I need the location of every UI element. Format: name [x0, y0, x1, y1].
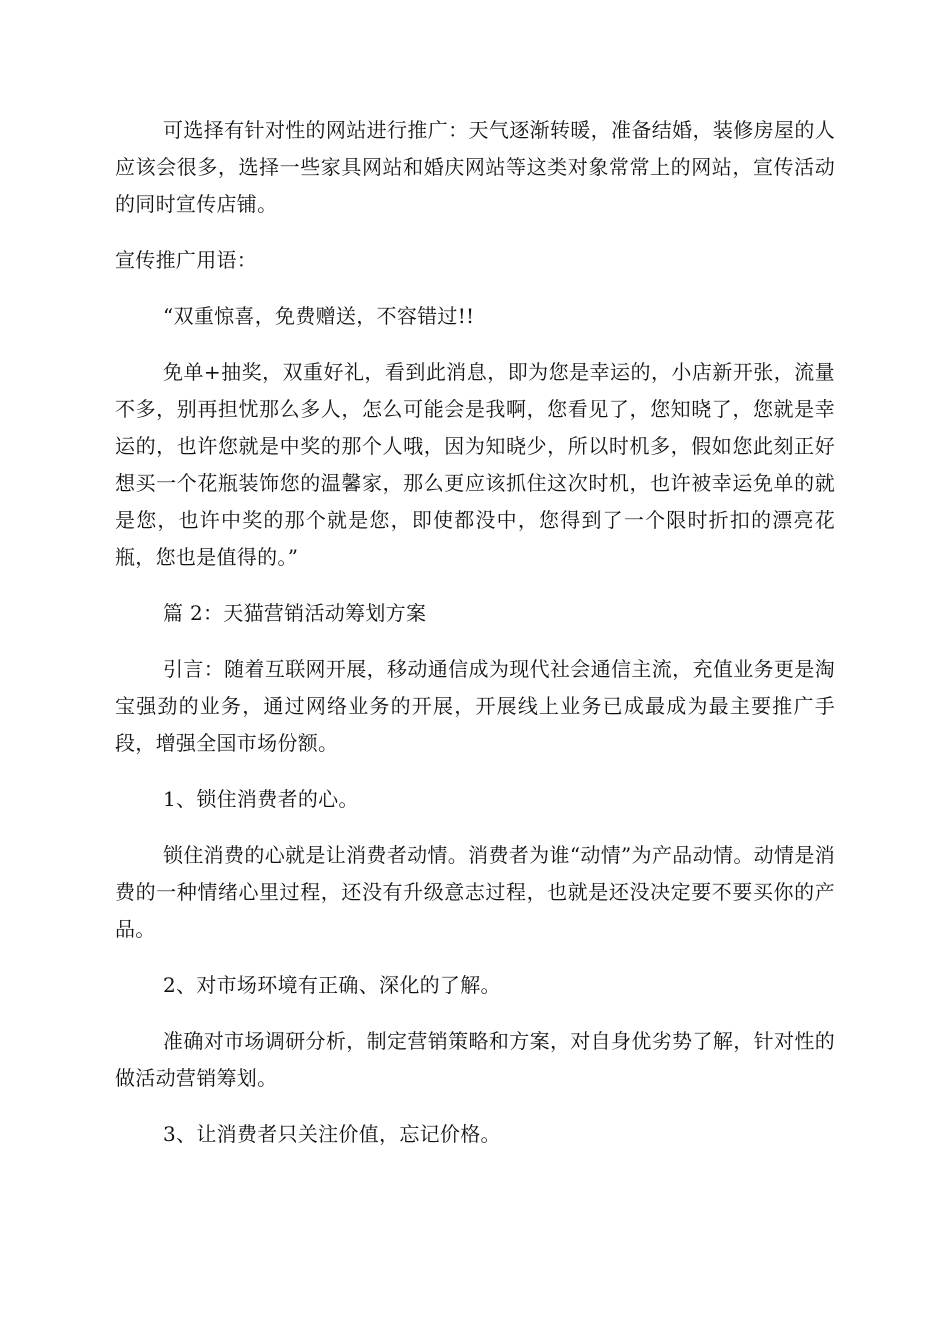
list-item-2-body: 准确对市场调研分析，制定营销策略和方案，对自身优劣势了解，针对性的做活动营销筹划。	[115, 1029, 835, 1090]
list-item-1-heading: 1、锁住消费者的心。	[163, 787, 359, 811]
paragraph-slogan-title: “双重惊喜，免费赠送，不容错过!!	[163, 304, 475, 328]
list-item-3-heading: 3、让消费者只关注价值，忘记价格。	[163, 1122, 501, 1146]
list-item-1-body: 锁住消费的心就是让消费者动情。消费者为谁“动情”为产品动情。动情是消费的一种情绪心里过程，还没有升级意志过程，也就是还没决定要不要买你的产品。	[115, 843, 835, 941]
section-title-part-2: 篇 2：天猫营销活动筹划方案	[163, 601, 427, 625]
document-page	[115, 112, 835, 1153]
list-item-2-heading: 2、对市场环境有正确、深化的了解。	[163, 973, 501, 997]
paragraph-promotion-sites: 可选择有针对性的网站进行推广：天气逐渐转暖，准备结婚，装修房屋的人应该会很多，选择一些家具网站和婚庆网站等这类对象常常上的网站，宣传活动的同时宣传店铺。	[115, 118, 835, 216]
paragraph-introduction: 引言：随着互联网开展，移动通信成为现代社会通信主流，充值业务更是淘宝强劲的业务，通过网络业务的开展，开展线上业务已成最成为最主要推广手段，增强全国市场份额。	[115, 657, 835, 755]
paragraph-slogan-body: 免单+抽奖，双重好礼，看到此消息，即为您是幸运的，小店新开张，流量不多，别再担忧那么多人，怎么可能会是我啊，您看见了，您知晓了，您就是幸运的，也许您就是中奖的那个人哦，因为知晓少，所以时机多，假如您此刻正好想买一个花瓶装饰您的温馨家，那么更应该抓住这次时机，也许被幸运免单的就是您，也许中奖的那个就是您，即使都没中，您得到了一个限时折扣的漂亮花瓶，您也是值得的。”	[115, 360, 835, 569]
paragraph-slogan-heading: 宣传推广用语：	[115, 248, 258, 272]
